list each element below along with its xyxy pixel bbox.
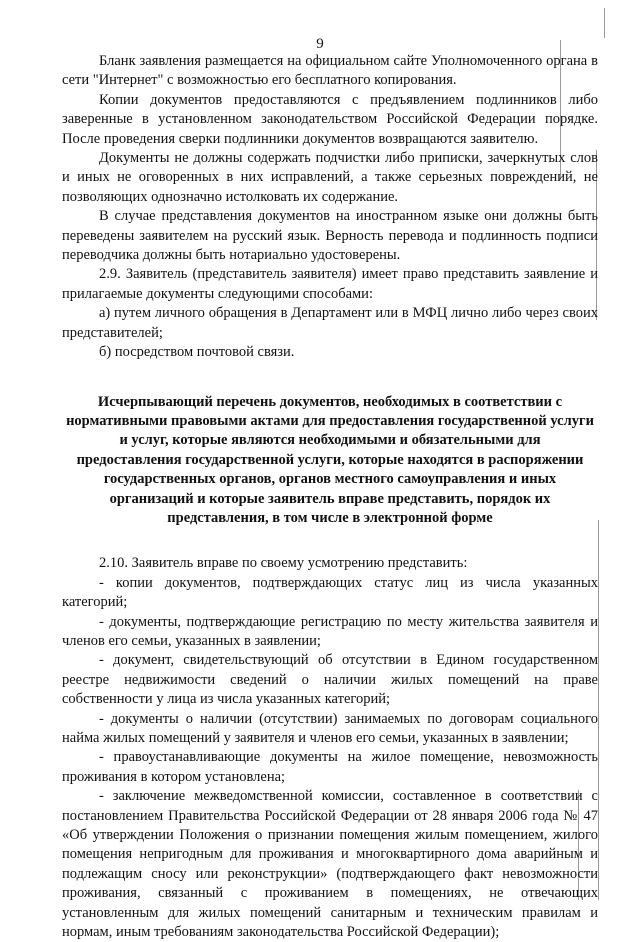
list-item: - правоустанавливающие документы на жилое помещение, невозможность проживания в котором установлена;: [62, 749, 598, 785]
section-heading: Исчерпывающий перечень документов, необходимых в соответствии с нормативными правовыми актами для предоставления государственной услуги и услуг, которые являются необходимыми и обязательными для предоставления государственной услуги, которые находятся в распоряжении государственных органов, органов местного самоуправления и иных организаций и которые заявитель вправе представить, порядок их представления, в том числе в электронной форме: [66, 393, 594, 526]
document-body: [62, 52, 598, 942]
paragraph: 2.10. Заявитель вправе по своему усмотрению представить:: [99, 555, 468, 572]
paragraph: Документы не должны содержать подчистки либо приписки, зачеркнутых слов и иных не оговоренных в них исправлений, а также серьезных повреждений, не позволяющих однозначно истолковать их содержание.: [62, 150, 598, 205]
paragraph: б) посредством почтовой связи.: [99, 344, 295, 361]
paragraph: а) путем личного обращения в Департамент или в МФЦ лично либо через своих представителей;: [62, 305, 598, 341]
list-item: - документы, подтверждающие регистрацию по месту жительства заявителя и членов его семьи, указанных в заявлении;: [62, 613, 598, 649]
paragraph: В случае представления документов на иностранном языке они должны быть переведены заявителем на русский язык. Верность перевода и подлинность подписи переводчика должны быть нотариально удостоверены.: [62, 208, 598, 264]
page-number: 9: [316, 36, 324, 52]
scan-edge-line: [598, 520, 599, 900]
paragraph: Копии документов предоставляются с предъявлением подлинников либо заверенные в установленном законодательством Российской Федерации порядке. После проведения сверки подлинники документов возвращаются заявителю.: [62, 91, 598, 147]
list-item: - документ, свидетельствующий об отсутствии в Едином государственном реестре недвижимости сведений о наличии жилых помещений на праве собственности у лица из числа указанных категорий;: [62, 652, 598, 708]
list-item: - заключение межведомственной комиссии, составленное в соответствии с постановлением Правительства Российской Федерации от 28 января 2006 года № 47 «Об утверждении Положения о признании помещения жилым помещением, жилого помещения непригодным для проживания и многоквартирного дома аварийным и подлежащим сносу или реконструкции» (подтверждающего факт невозможности проживания, связанный с проживанием в помещениях, не отвечающих установленным для жилых помещений санитарным и техническим правилам и нормам, иным требованиям законодательства Российской Федерации);: [62, 788, 598, 941]
paragraph: 2.9. Заявитель (представитель заявителя) имеет право представить заявление и прилагаемые документы следующими способами:: [62, 266, 598, 302]
list-item: - документы о наличии (отсутствии) занимаемых по договорам социального найма жилых помещений у заявителя и членов его семьи, указанных в заявлении;: [62, 710, 598, 746]
list-item: - копии документов, подтверждающих статус лиц из числа указанных категорий;: [62, 574, 598, 611]
paragraph: Бланк заявления размещается на официальном сайте Уполномоченного органа в сети "Интернет" с возможностью его бесплатного копирования.: [62, 53, 598, 89]
scan-edge-line: [604, 8, 605, 38]
